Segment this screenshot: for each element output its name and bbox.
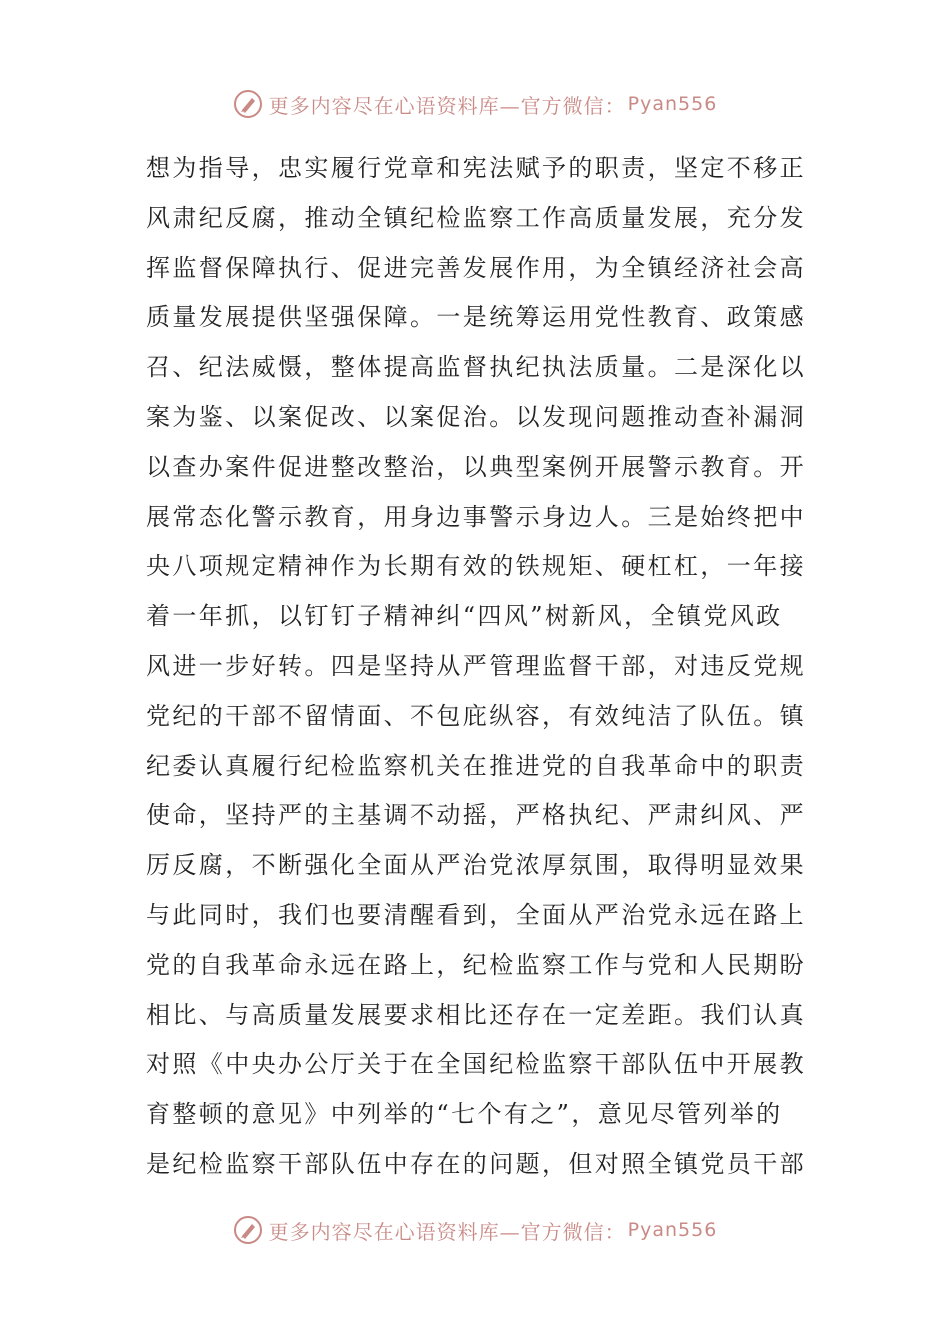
- text-line: 纪委认真履行纪检监察机关在推进党的自我革命中的职责: [146, 751, 806, 780]
- header-banner-text: 更多内容尽在心语资料库—官方微信：: [268, 93, 626, 118]
- header-banner-id: Pyan556: [627, 93, 718, 115]
- header-banner: [0, 84, 950, 124]
- text-line: 厉反腐，不断强化全面从严治党浓厚氛围，取得明显效果: [146, 851, 806, 880]
- pen-logo-icon: [233, 1215, 263, 1245]
- text-line: 党纪的干部不留情面、不包庇纵容，有效纯洁了队伍。镇: [146, 701, 806, 730]
- text-line: 相比、与高质量发展要求相比还存在一定差距。我们认真: [146, 1000, 806, 1029]
- pen-logo-icon: [233, 89, 263, 119]
- text-line: 与此同时，我们也要清醒看到，全面从严治党永远在路上: [146, 900, 806, 929]
- text-line: 是纪检监察干部队伍中存在的问题，但对照全镇党员干部: [146, 1149, 806, 1178]
- text-line: 央八项规定精神作为长期有效的铁规矩、硬杠杠，一年接: [146, 552, 806, 581]
- footer-banner-text: 更多内容尽在心语资料库—官方微信：: [268, 1219, 626, 1244]
- text-line: 召、纪法威慑，整体提高监督执纪执法质量。二是深化以: [146, 353, 806, 382]
- text-line: 对照《中央办公厅关于在全国纪检监察干部队伍中开展教: [146, 1050, 806, 1079]
- text-line: 挥监督保障执行、促进完善发展作用，为全镇经济社会高: [146, 253, 806, 282]
- text-line: 以查办案件促进整改整治，以典型案例开展警示教育。开: [146, 452, 806, 481]
- footer-banner-id: Pyan556: [627, 1219, 718, 1241]
- text-line: 展常态化警示教育，用身边事警示身边人。三是始终把中: [146, 502, 806, 531]
- text-line: 案为鉴、以案促改、以案促治。以发现问题推动查补漏洞: [146, 402, 806, 431]
- text-line: 质量发展提供坚强保障。一是统筹运用党性教育、政策感: [146, 303, 806, 332]
- text-line: 想为指导，忠实履行党章和宪法赋予的职责，坚定不移正: [146, 154, 806, 182]
- text-line: 着一年抓，以钉钉子精神纠“四风”树新风，全镇党风政: [146, 602, 783, 631]
- document-body: [146, 144, 808, 1190]
- text-line: 党的自我革命永远在路上，纪检监察工作与党和人民期盼: [146, 950, 806, 979]
- text-line: 风肃纪反腐，推动全镇纪检监察工作高质量发展，充分发: [146, 203, 806, 232]
- footer-banner: [0, 1210, 950, 1250]
- text-line: 使命，坚持严的主基调不动摇，严格执纪、严肃纠风、严: [146, 801, 806, 830]
- text-line: 育整顿的意见》中列举的“七个有之”，意见尽管列举的: [146, 1100, 783, 1129]
- text-line: 风进一步好转。四是坚持从严管理监督干部，对违反党规: [146, 651, 806, 680]
